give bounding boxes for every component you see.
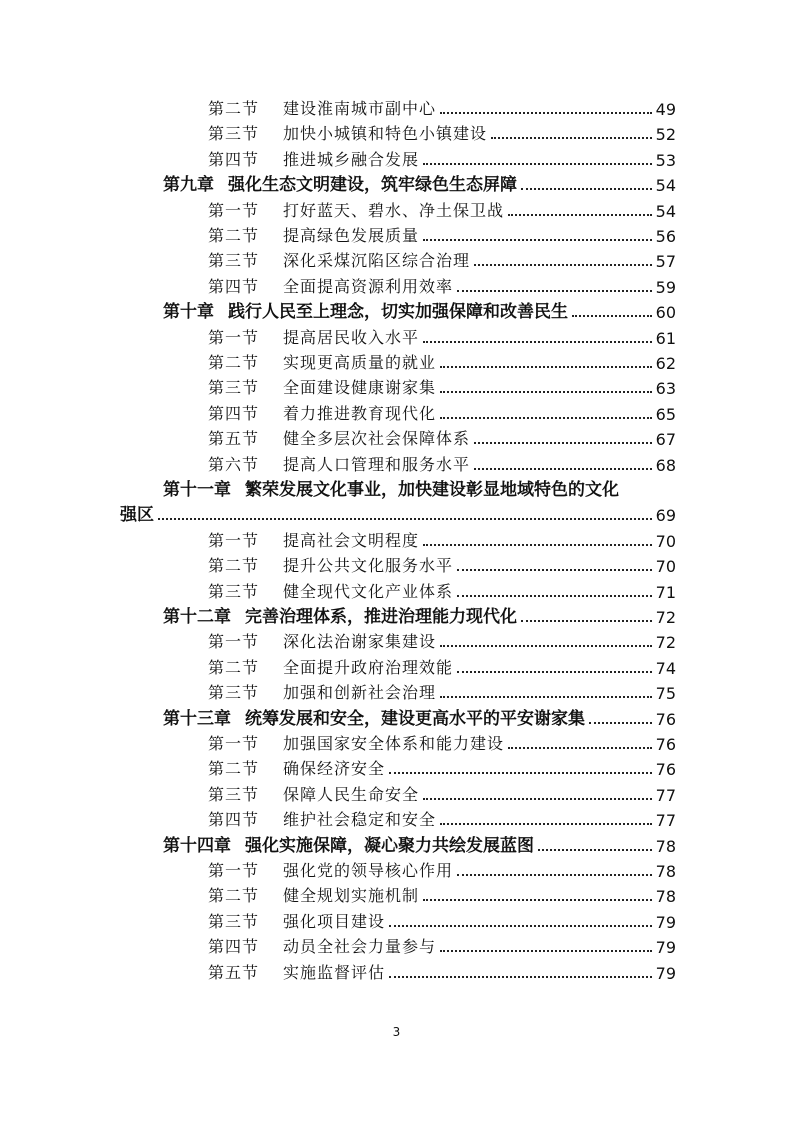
- dot-leader: [389, 925, 652, 927]
- dot-leader: [423, 544, 652, 546]
- toc-section-title: 提高社会文明程度: [283, 530, 420, 550]
- toc-section-number: 第三节: [208, 581, 260, 601]
- toc-page-number: 79: [655, 938, 676, 958]
- toc-section-title: 深化法治谢家集建设: [283, 632, 437, 652]
- toc-page-number: 53: [655, 150, 676, 170]
- toc-section-title: 推进城乡融合发展: [283, 149, 420, 169]
- dot-leader: [423, 341, 652, 343]
- toc-page-number: 75: [655, 684, 676, 704]
- toc-page-number: 56: [655, 227, 676, 246]
- toc-section-entry[interactable]: [208, 246, 676, 271]
- toc-section-title: 加强和创新社会治理: [283, 683, 437, 703]
- toc-section-title: 确保经济安全: [283, 759, 386, 779]
- toc-section-number: 第一节: [208, 632, 260, 652]
- dot-leader: [474, 442, 652, 444]
- toc-section-number: 第四节: [208, 810, 260, 830]
- dot-leader: [423, 899, 652, 901]
- toc-section-number: 第三节: [208, 683, 260, 703]
- toc-section-title: 提高居民收入水平: [283, 327, 420, 347]
- toc-page-number: 72: [655, 633, 676, 653]
- toc-section-entry[interactable]: [208, 678, 676, 703]
- toc-chapter-title-continuation: 强区: [120, 505, 154, 526]
- toc-page-number: 59: [655, 277, 676, 297]
- dot-leader: [440, 391, 652, 393]
- dot-leader: [474, 264, 652, 266]
- toc-chapter-entry[interactable]: [163, 170, 676, 195]
- toc-section-title: 提高绿色发展质量: [283, 226, 420, 245]
- toc-section-title: 全面提升政府治理效能: [283, 657, 454, 677]
- toc-page-number: 54: [655, 201, 676, 221]
- toc-section-title: 强化项目建设: [283, 911, 386, 931]
- toc-section-title: 健全多层次社会保障体系: [283, 429, 471, 449]
- dot-leader: [572, 315, 652, 317]
- toc-section-number: 第四节: [208, 276, 260, 296]
- toc-page-number: 62: [655, 354, 676, 373]
- toc-section-title: 维护社会稳定和安全: [283, 810, 437, 830]
- dot-leader: [521, 620, 652, 622]
- toc-page-number: 77: [655, 785, 676, 805]
- toc-section-entry[interactable]: [208, 856, 676, 881]
- toc-section-number: 第三节: [208, 251, 260, 271]
- toc-page-number: 76: [655, 760, 676, 780]
- dot-leader: [158, 518, 652, 520]
- dot-leader: [440, 696, 652, 698]
- toc-section-number: 第四节: [208, 403, 260, 423]
- toc-section-entry[interactable]: [208, 348, 676, 373]
- toc-chapter-entry-continuation[interactable]: [120, 500, 676, 525]
- toc-page-number: 74: [655, 658, 676, 678]
- toc-chapter-entry[interactable]: [163, 704, 676, 729]
- toc-page-number: 79: [655, 912, 676, 932]
- toc-section-title: 强化党的领导核心作用: [283, 861, 454, 880]
- toc-page-number: 79: [655, 963, 676, 983]
- toc-section-entry[interactable]: [208, 221, 676, 246]
- toc-section-entry[interactable]: [208, 729, 676, 754]
- toc-section-title: 建设淮南城市副中心: [283, 99, 437, 118]
- toc-section-number: 第一节: [208, 327, 260, 347]
- toc-page-number: 60: [655, 303, 676, 323]
- dot-leader: [508, 747, 652, 749]
- toc-page-number: 52: [655, 125, 676, 145]
- dot-leader: [457, 569, 652, 571]
- toc-page-number: 76: [655, 709, 676, 729]
- toc-section-number: 第四节: [208, 149, 260, 169]
- dot-leader: [423, 239, 652, 241]
- toc-section-number: 第一节: [208, 861, 260, 880]
- toc-section-entry[interactable]: [208, 145, 676, 170]
- toc-chapter-number: 第十章: [163, 302, 214, 323]
- toc-section-number: 第二节: [208, 886, 260, 906]
- toc-page-number: 78: [655, 836, 676, 856]
- toc-chapter-entry[interactable]: [163, 475, 686, 500]
- toc-section-entry[interactable]: [208, 577, 676, 602]
- dot-leader: [457, 290, 652, 292]
- dot-leader: [457, 874, 652, 876]
- toc-section-title: 实施监督评估: [283, 962, 386, 982]
- toc-section-entry[interactable]: [208, 551, 676, 576]
- toc-section-title: 健全现代文化产业体系: [283, 581, 454, 601]
- dot-leader: [423, 798, 652, 800]
- toc-page-number: 76: [655, 735, 676, 754]
- toc-page-number: 54: [655, 176, 676, 196]
- toc-section-number: 第二节: [208, 353, 260, 372]
- toc-section-title: 提升公共文化服务水平: [283, 556, 454, 576]
- dot-leader: [508, 214, 652, 216]
- toc-page-number: 78: [655, 862, 676, 881]
- toc-page-number: 78: [655, 887, 676, 907]
- toc-page-number: 49: [655, 100, 676, 119]
- toc-chapter-entry[interactable]: [163, 831, 676, 856]
- toc-page-number: 70: [655, 557, 676, 577]
- toc-chapter-title: 统筹发展和安全，建设更高水平的平安谢家集: [245, 708, 585, 729]
- toc-page-number: 67: [655, 430, 676, 450]
- toc-section-title: 深化采煤沉陷区综合治理: [283, 251, 471, 271]
- toc-page-number: 72: [655, 608, 676, 627]
- toc-section-title: 加快小城镇和特色小镇建设: [283, 124, 488, 144]
- toc-section-entry[interactable]: [208, 627, 676, 652]
- toc-page-number: 70: [655, 531, 676, 551]
- dot-leader: [440, 112, 652, 114]
- dot-leader: [538, 849, 652, 851]
- toc-section-title: 加强国家安全体系和能力建设: [283, 734, 505, 753]
- toc-section-title: 提高人口管理和服务水平: [283, 454, 471, 474]
- dot-leader: [389, 772, 652, 774]
- toc-section-entry[interactable]: [208, 526, 676, 551]
- toc-chapter-title: 践行人民至上理念，切实加强保障和改善民生: [228, 302, 568, 323]
- toc-page-number: 68: [655, 455, 676, 475]
- toc-section-entry[interactable]: [208, 272, 676, 297]
- toc-section-title: 全面提高资源利用效率: [283, 276, 454, 296]
- toc-section-number: 第一节: [208, 734, 260, 753]
- toc-section-number: 第五节: [208, 429, 260, 449]
- dot-leader: [440, 645, 652, 647]
- toc-chapter-entry[interactable]: [163, 602, 676, 627]
- toc-section-number: 第三节: [208, 784, 260, 804]
- toc-section-entry[interactable]: [208, 932, 676, 957]
- toc-section-entry[interactable]: [208, 805, 676, 830]
- toc-section-number: 第五节: [208, 962, 260, 982]
- toc-section-entry[interactable]: [208, 323, 676, 348]
- toc-chapter-title: 繁荣发展文化事业，加快建设彰显地域特色的文化: [245, 480, 619, 500]
- toc-section-entry[interactable]: [208, 399, 676, 424]
- toc-section-entry[interactable]: [208, 196, 676, 221]
- toc-page-number: 69: [655, 506, 676, 526]
- toc-page-number: 63: [655, 379, 676, 399]
- toc-section-entry[interactable]: [208, 94, 676, 119]
- toc-section-title: 全面建设健康谢家集: [283, 378, 437, 398]
- toc-chapter-number: 第十四章: [163, 835, 231, 856]
- dot-leader: [440, 417, 652, 419]
- toc-chapter-number: 第十二章: [163, 607, 231, 627]
- toc-page-number: 77: [655, 811, 676, 831]
- toc-section-entry[interactable]: [208, 907, 676, 932]
- toc-section-number: 第二节: [208, 226, 260, 245]
- toc-section-number: 第三节: [208, 911, 260, 931]
- toc-section-number: 第四节: [208, 937, 260, 957]
- dot-leader: [491, 137, 652, 139]
- toc-section-entry[interactable]: [208, 653, 676, 678]
- toc-section-number: 第二节: [208, 99, 260, 118]
- toc-section-title: 健全规划实施机制: [283, 886, 420, 906]
- toc-page-number: 65: [655, 404, 676, 424]
- toc-section-entry[interactable]: [208, 450, 676, 475]
- toc-chapter-number: 第十一章: [163, 480, 231, 500]
- toc-section-entry[interactable]: [208, 373, 676, 398]
- toc-section-number: 第一节: [208, 530, 260, 550]
- toc-chapter-title: 强化生态文明建设，筑牢绿色生态屏障: [228, 175, 517, 196]
- toc-chapter-entry[interactable]: [163, 297, 676, 322]
- dot-leader: [589, 722, 652, 724]
- page-number: 3: [392, 1025, 401, 1039]
- toc-chapter-title: 强化实施保障，凝心聚力共绘发展蓝图: [245, 835, 534, 856]
- toc-section-entry[interactable]: [208, 424, 676, 449]
- toc-section-number: 第三节: [208, 378, 260, 398]
- toc-section-entry[interactable]: [208, 119, 676, 144]
- dot-leader: [440, 950, 652, 952]
- toc-chapter-number: 第十三章: [163, 708, 231, 729]
- dot-leader: [440, 366, 652, 368]
- toc-page-number: 61: [655, 328, 676, 348]
- dot-leader: [457, 595, 652, 597]
- toc-section-number: 第一节: [208, 200, 260, 220]
- dot-leader: [423, 163, 652, 165]
- toc-chapter-title: 完善治理体系，推进治理能力现代化: [245, 607, 517, 627]
- dot-leader: [389, 976, 652, 978]
- toc-section-entry[interactable]: [208, 881, 676, 906]
- toc-chapter-number: 第九章: [163, 175, 214, 196]
- toc-section-title: 实现更高质量的就业: [283, 353, 437, 372]
- toc-section-entry[interactable]: [208, 780, 676, 805]
- toc-page-number: 57: [655, 252, 676, 272]
- toc-section-title: 动员全社会力量参与: [283, 937, 437, 957]
- toc-section-entry[interactable]: [208, 958, 676, 983]
- toc-section-number: 第二节: [208, 759, 260, 779]
- dot-leader: [457, 671, 652, 673]
- toc-section-number: 第六节: [208, 454, 260, 474]
- toc-section-number: 第二节: [208, 556, 260, 576]
- toc-section-number: 第三节: [208, 124, 260, 144]
- dot-leader: [474, 468, 652, 470]
- toc-section-title: 打好蓝天、碧水、净土保卫战: [283, 200, 505, 220]
- dot-leader: [440, 823, 652, 825]
- toc-page-number: 71: [655, 582, 676, 602]
- toc-section-title: 着力推进教育现代化: [283, 403, 437, 423]
- toc-section-entry[interactable]: [208, 754, 676, 779]
- dot-leader: [521, 188, 652, 190]
- toc-section-number: 第二节: [208, 657, 260, 677]
- toc-section-title: 保障人民生命安全: [283, 784, 420, 804]
